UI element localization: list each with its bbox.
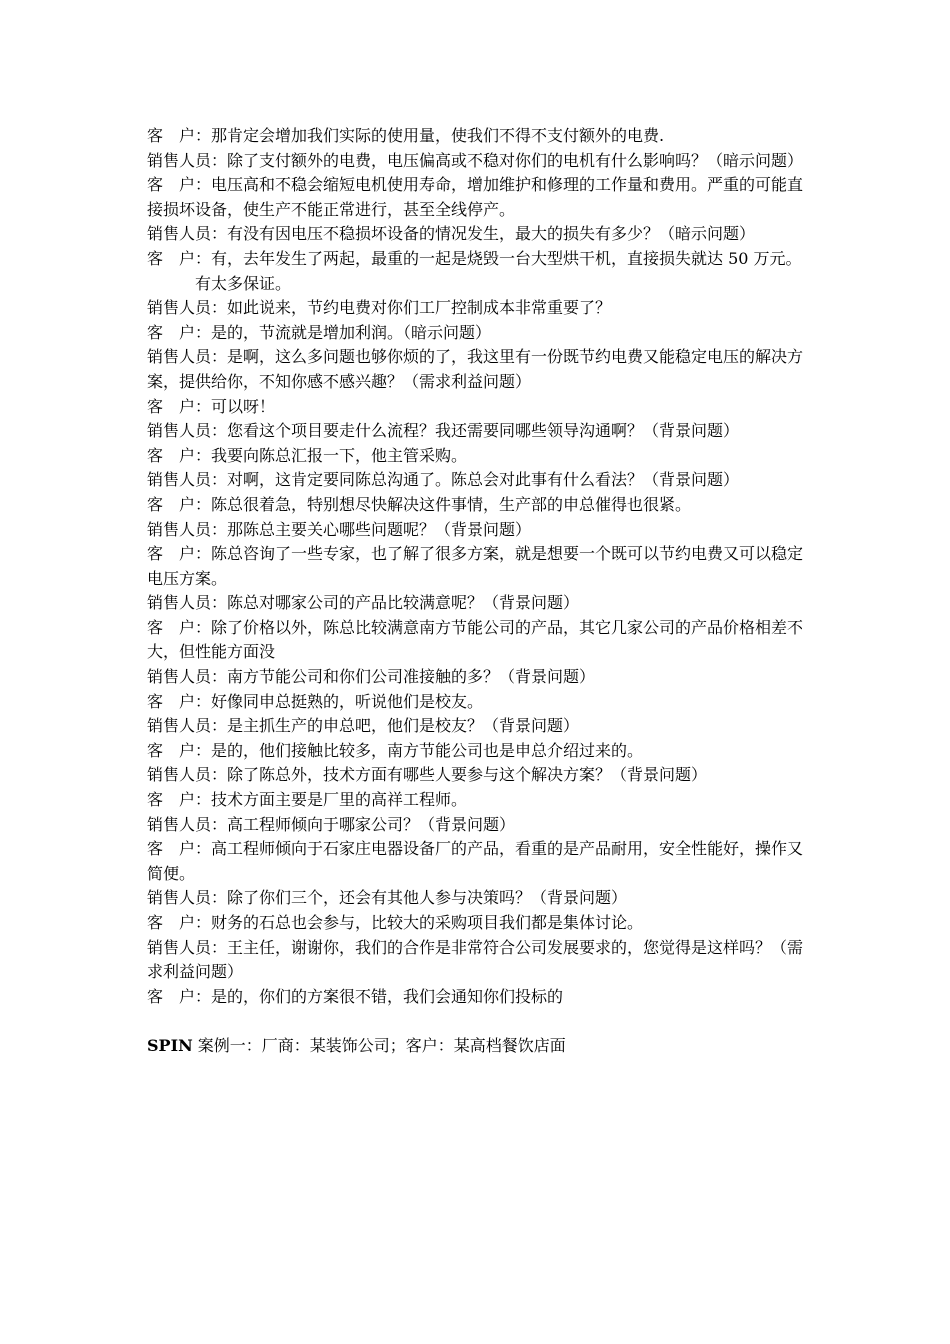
case-heading-bold: SPIN	[147, 1035, 193, 1055]
paragraph: 销售人员：高工程师倾向于哪家公司？（背景问题）	[147, 814, 516, 834]
paragraph: 销售人员：是主抓生产的申总吧，他们是校友？（背景问题）	[147, 716, 580, 736]
paragraph: 客 户：陈总咨询了一些专家，也了解了很多方案，就是想要一个既可以节约电费又可以稳定电压方案。	[147, 544, 804, 588]
paragraph-indented: 有太多保证。	[195, 273, 292, 293]
paragraph: 销售人员：您看这个项目要走什么流程？我还需要同哪些领导沟通啊？（背景问题）	[147, 421, 740, 441]
paragraph: 客 户：是的，他们接触比较多，南方节能公司也是申总介绍过来的。	[147, 740, 644, 760]
paragraph: 客 户：好像同申总挺熟的，听说他们是校友。	[147, 691, 484, 711]
paragraph: 销售人员：对啊，这肯定要同陈总沟通了。陈总会对此事有什么看法？（背景问题）	[147, 470, 740, 490]
paragraph: 销售人员：那陈总主要关心哪些问题呢？（背景问题）	[147, 519, 532, 539]
paragraph: 销售人员：有没有因电压不稳损坏设备的情况发生，最大的损失有多少？（暗示问题）	[147, 224, 756, 244]
paragraph: 销售人员：陈总对哪家公司的产品比较满意呢？（背景问题）	[147, 593, 580, 613]
document-body	[147, 124, 803, 1059]
paragraph: 客 户：电压高和不稳会缩短电机使用寿命，增加维护和修理的工作量和费用。严重的可能直接损坏设备，使生产不能正常进行，甚至全线停产。	[147, 175, 804, 219]
blank-line	[147, 1009, 803, 1034]
paragraph: 客 户：财务的石总也会参与，比较大的采购项目我们都是集体讨论。	[147, 913, 644, 932]
paragraph: 客 户：除了价格以外，陈总比较满意南方节能公司的产品，其它几家公司的产品价格相差不大，但性能方面没	[147, 617, 804, 662]
paragraph: 客 户：可以呀！	[147, 396, 276, 416]
paragraph: 客 户：那肯定会增加我们实际的使用量，使我们不得不支付额外的电费.	[147, 126, 665, 145]
paragraph: 客 户：陈总很着急，特别想尽快解决这件事情，生产部的申总催得也很紧。	[147, 494, 692, 514]
paragraph: 客 户：有，去年发生了两起，最重的一起是烧毁一台大型烘干机，直接损失就达 50 万元。	[147, 248, 802, 268]
paragraph: 客 户：高工程师倾向于石家庄电器设备厂的产品，看重的是产品耐用，安全性能好，操作又简便。	[147, 839, 804, 883]
paragraph: 客 户：是的，你们的方案很不错，我们会通知你们投标的	[147, 986, 564, 1006]
paragraph: 销售人员：南方节能公司和你们公司准接触的多？（背景问题）	[147, 667, 596, 687]
paragraph: 客 户：我要向陈总汇报一下，他主管采购。	[147, 445, 468, 465]
paragraph: 销售人员：除了陈总外，技术方面有哪些人要参与这个解决方案？（背景问题）	[147, 765, 708, 785]
paragraph: 客 户：是的，节流就是增加利润。（暗示问题）	[147, 322, 492, 342]
paragraph: 销售人员：除了你们三个，还会有其他人参与决策吗？（背景问题）	[147, 888, 628, 908]
case-heading-text: 案例一：厂商：某装饰公司；客户：某高档餐饮店面	[192, 1035, 566, 1055]
paragraph: 销售人员：除了支付额外的电费，电压偏高或不稳对你们的电机有什么影响吗？（暗示问题）	[147, 150, 804, 170]
paragraph: 销售人员：如此说来，节约电费对你们工厂控制成本非常重要了？	[147, 298, 612, 318]
case-heading	[147, 1034, 803, 1059]
paragraph: 客 户：技术方面主要是厂里的高祥工程师。	[147, 790, 468, 810]
paragraph: 销售人员：王主任，谢谢你，我们的合作是非常符合公司发展要求的，您觉得是这样吗？（需求利益问题）	[147, 937, 804, 982]
paragraph: 销售人员：是啊，这么多问题也够你烦的了，我这里有一份既节约电费又能稳定电压的解决方案，提供给你，不知你感不感兴趣？（需求利益问题）	[147, 347, 804, 391]
